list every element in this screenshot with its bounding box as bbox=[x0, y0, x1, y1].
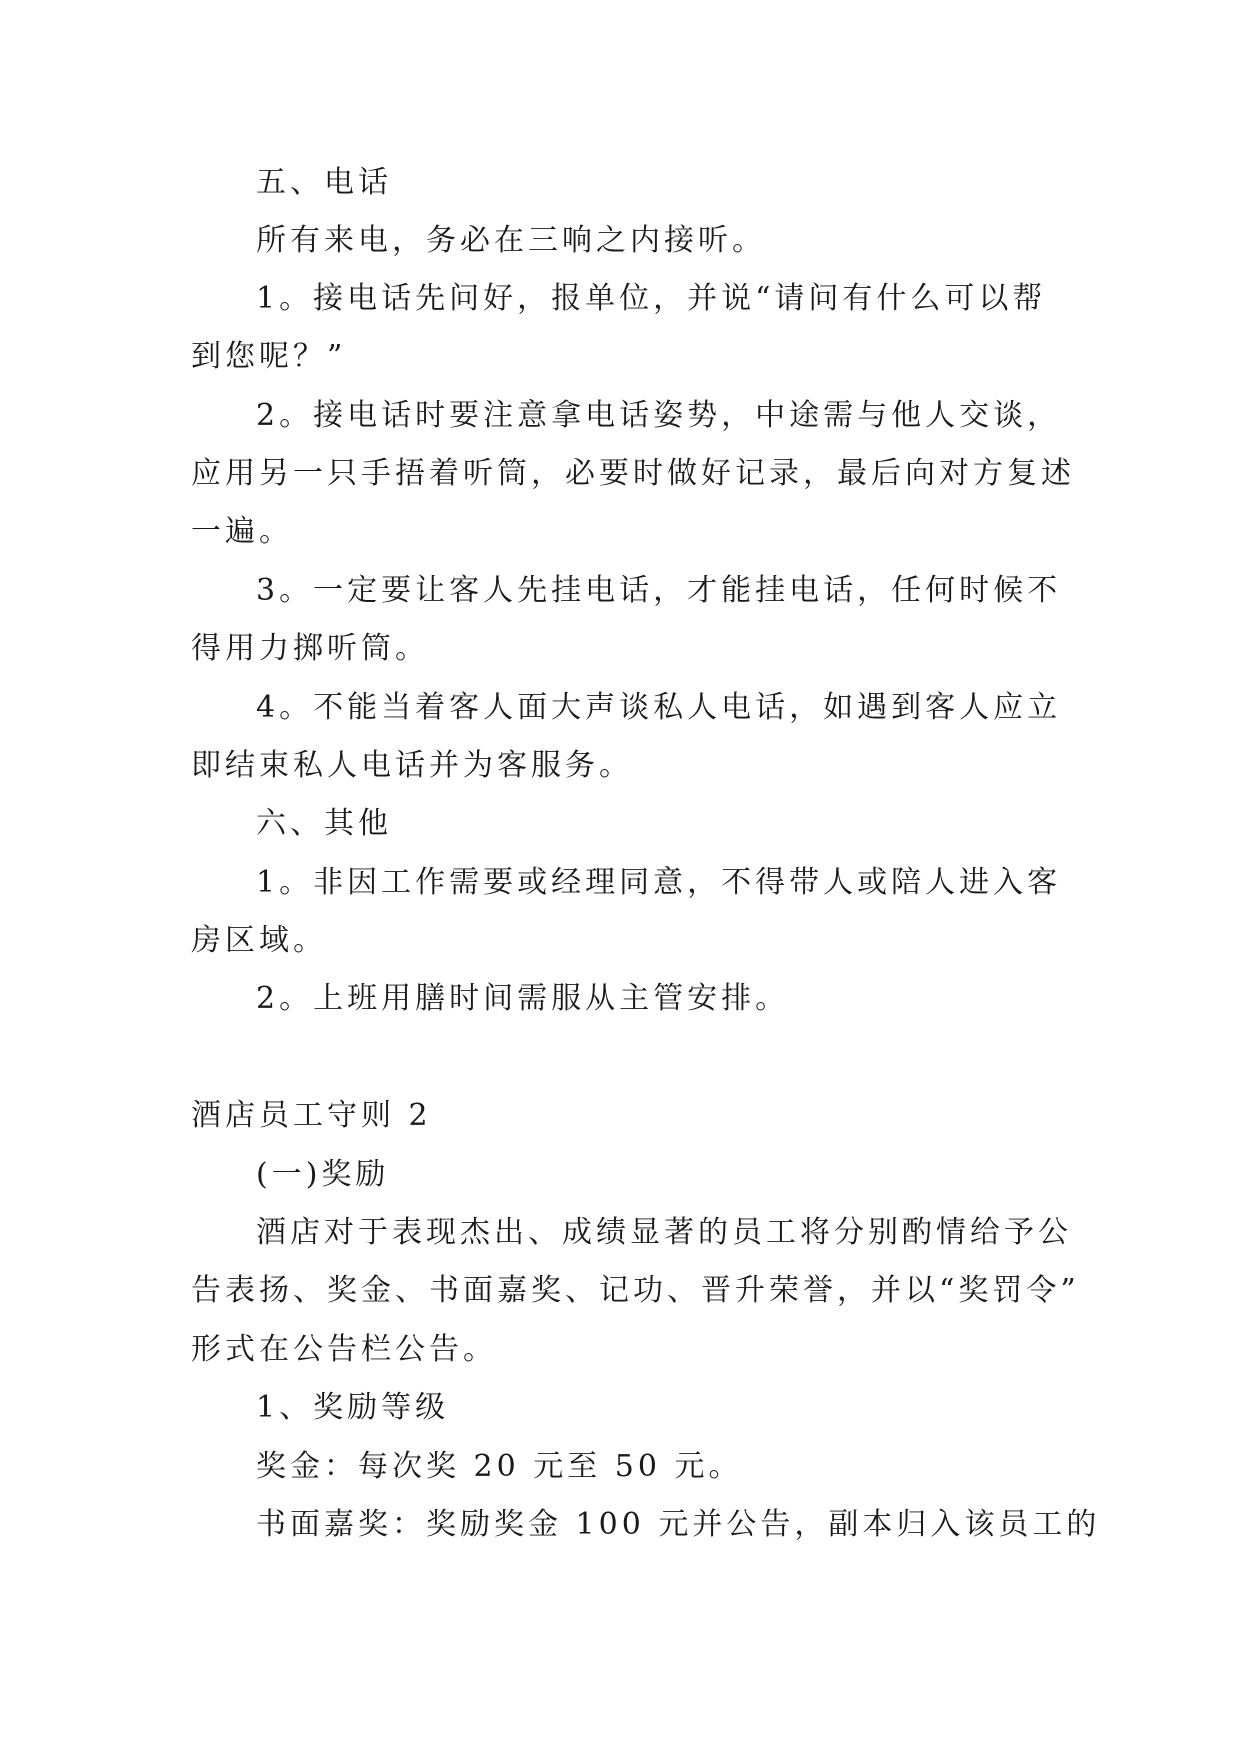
section6-item2-line1: 2。上班用膳时间需服从主管安排。 bbox=[256, 981, 790, 1016]
part2-subheading: (一)奖励 bbox=[256, 1157, 390, 1192]
section5-intro: 所有来电，务必在三响之内接听。 bbox=[256, 223, 766, 258]
section5-item2-line3: 一遍。 bbox=[191, 514, 293, 549]
part2-bonus-line: 奖金：每次奖 20 元至 50 元。 bbox=[256, 1449, 743, 1484]
section6-item1-line1: 1。非因工作需要或经理同意，不得带人或陪人进入客 bbox=[256, 865, 1062, 900]
section6-item1-line2: 房区域。 bbox=[191, 923, 327, 958]
section5-item4-line1: 4。不能当着客人面大声谈私人电话，如遇到客人应立 bbox=[256, 690, 1062, 725]
part2-levels-heading: 1、奖励等级 bbox=[256, 1390, 450, 1425]
part2-written-line: 书面嘉奖：奖励奖金 100 元并公告，副本归入该员工的 bbox=[256, 1507, 1101, 1542]
part2-title: 酒店员工守则 2 bbox=[191, 1098, 432, 1133]
section5-item1-line1: 1。接电话先问好，报单位，并说“请问有什么可以帮 bbox=[256, 281, 1047, 316]
section5-item4-line2: 即结束私人电话并为客服务。 bbox=[191, 748, 633, 783]
section5-item2-line2: 应用另一只手捂着听筒，必要时做好记录，最后向对方复述 bbox=[191, 456, 1075, 491]
part2-para1-line2: 告表扬、奖金、书面嘉奖、记功、晋升荣誉，并以“奖罚令” bbox=[191, 1273, 1080, 1308]
part2-para1-line3: 形式在公告栏公告。 bbox=[191, 1332, 497, 1367]
section5-item3-line2: 得用力掷听筒。 bbox=[191, 631, 429, 666]
part2-para1-line1: 酒店对于表现杰出、成绩显著的员工将分别酌情给予公 bbox=[256, 1215, 1072, 1250]
section5-heading: 五、电话 bbox=[256, 165, 392, 200]
section5-item2-line1: 2。接电话时要注意拿电话姿势，中途需与他人交谈， bbox=[256, 398, 1062, 433]
section6-heading: 六、其他 bbox=[256, 806, 392, 841]
section5-item1-line2: 到您呢？” bbox=[191, 339, 347, 374]
section5-item3-line1: 3。一定要让客人先挂电话，才能挂电话，任何时候不 bbox=[256, 573, 1062, 608]
